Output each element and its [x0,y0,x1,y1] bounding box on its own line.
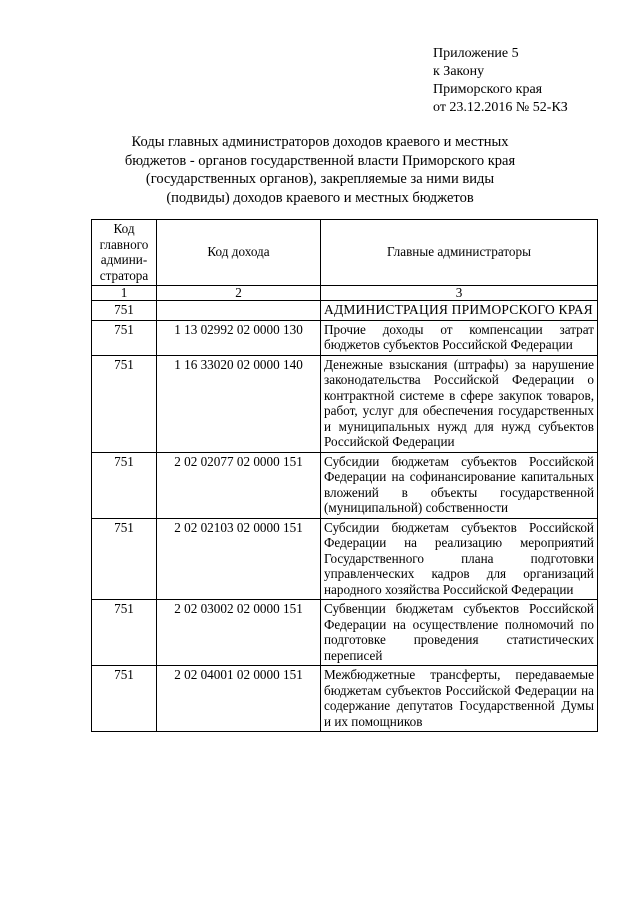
column-number-row [92,286,598,301]
revenue-description-cell: Субсидии бюджетам субъектов Российской Федерации на реализацию мероприятий Государственного плана подготовки управленческих кадров для организаций народного хозяйства Российской Федерации [321,518,598,600]
column-number: 2 [157,286,321,301]
table-row [92,301,598,321]
revenue-code-cell: 1 16 33020 02 0000 140 [157,355,321,452]
document-title [100,133,540,207]
admin-code-cell: 751 [92,518,157,600]
header-admin-code: Код главного админи-стратора [92,220,157,286]
revenue-description-cell: Прочие доходы от компенсации затрат бюджетов субъектов Российской Федерации [321,320,598,355]
appendix-line: Приморского края [433,82,543,97]
admin-code-cell: 751 [92,666,157,732]
revenue-codes-table [91,219,598,732]
revenue-code-cell [157,301,321,321]
table-header-row [92,220,598,286]
column-number: 1 [92,286,157,301]
appendix-line: от 23.12.2016 № 52-КЗ [433,100,568,115]
revenue-code-cell: 2 02 02103 02 0000 151 [157,518,321,600]
title-line: (подвиды) доходов краевого и местных бюджетов [166,189,474,206]
revenue-code-cell: 2 02 02077 02 0000 151 [157,452,321,518]
title-line: (государственных органов), закрепляемые за ними виды [145,171,495,187]
revenue-description-cell: Субвенции бюджетам субъектов Российской Федерации на осуществление полномочий по подготовке проведения статистических переписей [321,600,598,666]
admin-code-cell: 751 [92,452,157,518]
admin-code-cell: 751 [92,320,157,355]
header-administrators: Главные администраторы [321,220,598,286]
revenue-code-cell: 2 02 03002 02 0000 151 [157,600,321,666]
table-row [92,518,598,600]
revenue-code-cell: 1 13 02992 02 0000 130 [157,320,321,355]
table-row [92,320,598,355]
revenue-description-cell: Субсидии бюджетам субъектов Российской Федерации на софинансирование капитальных вложений в объекты государственной (муниципальной) собственности [321,452,598,518]
appendix-line: к Закону [433,64,485,79]
title-line: бюджетов - органов государственной власти Приморского края [124,152,516,169]
table-row [92,355,598,452]
column-number: 3 [321,286,598,301]
revenue-description-cell: Денежные взыскания (штрафы) за нарушение законодательства Российской Федерации о контрактной системе в сфере закупок товаров, работ, услуг для обеспечения государственных и муниципальных нужд для нужд субъектов Российской Федерации [321,355,598,452]
admin-code-cell: 751 [92,301,157,321]
appendix-line: Приложение 5 [433,46,519,61]
admin-code-cell: 751 [92,355,157,452]
table-row [92,452,598,518]
table-row [92,600,598,666]
revenue-description-cell: Межбюджетные трансферты, передаваемые бюджетам субъектов Российской Федерации на содержание депутатов Государственной Думы и их помощников [321,666,598,732]
header-revenue-code: Код дохода [157,220,321,286]
admin-code-cell: 751 [92,600,157,666]
appendix-reference [433,45,568,117]
administrator-name-cell: АДМИНИСТРАЦИЯ ПРИМОРСКОГО КРАЯ [321,301,598,321]
table-row [92,666,598,732]
title-line: Коды главных администраторов доходов краевого и местных [131,134,509,150]
revenue-code-cell: 2 02 04001 02 0000 151 [157,666,321,732]
